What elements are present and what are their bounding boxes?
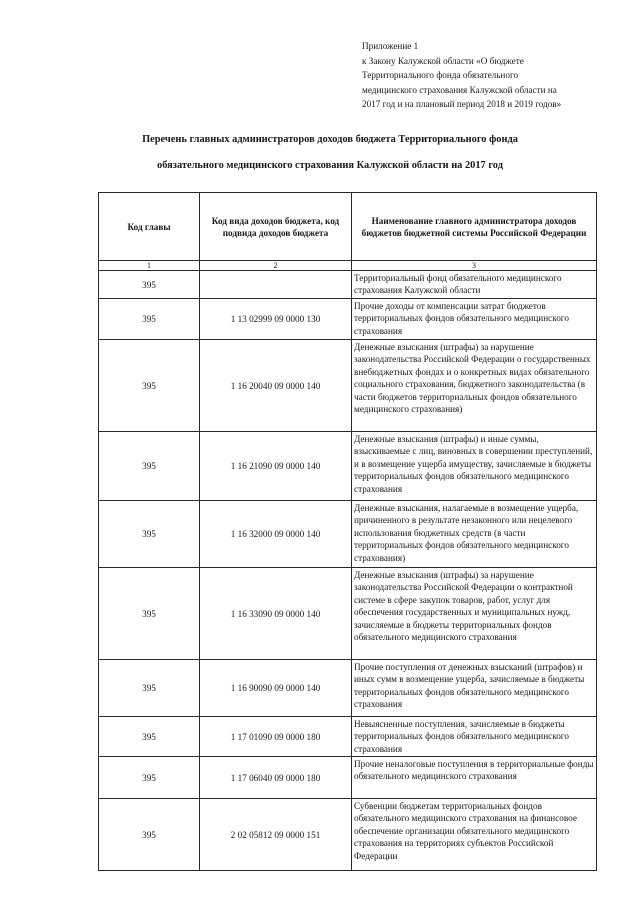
table-row bbox=[99, 799, 597, 871]
income-code-cell: 1 17 01090 09 0000 180 bbox=[200, 717, 352, 757]
head-code-cell: 395 bbox=[99, 757, 200, 799]
income-code-cell: 1 13 02999 09 0000 130 bbox=[200, 299, 352, 340]
income-code-cell: 2 02 05812 09 0000 151 bbox=[200, 799, 352, 871]
column-number-row bbox=[99, 261, 597, 271]
table-row bbox=[99, 271, 597, 299]
table-row bbox=[99, 660, 597, 717]
head-code-cell: 395 bbox=[99, 568, 200, 660]
head-code-cell: 395 bbox=[99, 799, 200, 871]
annex-line: Территориального фонда обязательного bbox=[362, 70, 519, 81]
header-administrator-name: Наименование главного администратора доходов бюджетов бюджетной системы Российской Федерации bbox=[352, 193, 597, 261]
annex-line: 2017 год и на плановый период 2018 и 2019 годов» bbox=[362, 99, 562, 110]
administrator-name-cell: Невыясненные поступления, зачисляемые в бюджеты территориальных фондов обязательного медицинского страхования bbox=[352, 717, 597, 757]
income-code-cell: 1 16 32000 09 0000 140 bbox=[200, 501, 352, 568]
annex-note bbox=[362, 39, 632, 112]
table-row bbox=[99, 340, 597, 432]
table-row bbox=[99, 757, 597, 799]
column-number: 3 bbox=[352, 261, 597, 271]
income-code-cell: 1 16 21090 09 0000 140 bbox=[200, 432, 352, 501]
table-row bbox=[99, 568, 597, 660]
income-code-cell: 1 17 06040 09 0000 180 bbox=[200, 757, 352, 799]
annex-line: Приложение 1 bbox=[362, 41, 419, 51]
table-row bbox=[99, 299, 597, 340]
income-code-cell bbox=[200, 271, 352, 299]
column-number: 1 bbox=[99, 261, 200, 271]
table-row bbox=[99, 717, 597, 757]
administrator-name-cell: Прочие неналоговые поступления в территориальные фонды обязательного медицинского страхования bbox=[352, 757, 597, 799]
administrator-name-cell: Субвенции бюджетам территориальных фондов обязательного медицинского страхования на финансовое обеспечение организации обязательного медицинского страхования на территориях субъектов Российской Федерации bbox=[352, 799, 597, 871]
administrator-name-cell: Денежные взыскания, налагаемые в возмещение ущерба, причиненного в результате незаконного или нецелевого использования бюджетных средств (в части территориальных фондов обязательного медицинского страхования) bbox=[352, 501, 597, 568]
header-income-code: Код вида доходов бюджета, код подвида доходов бюджета bbox=[200, 193, 352, 261]
head-code-cell: 395 bbox=[99, 501, 200, 568]
table-row bbox=[99, 432, 597, 501]
administrator-name-cell: Прочие доходы от компенсации затрат бюджетов территориальных фондов обязательного медицинского страхования bbox=[352, 299, 597, 340]
administrator-name-cell: Территориальный фонд обязательного медицинского страхования Калужской области bbox=[352, 271, 597, 299]
administrators-table bbox=[98, 192, 597, 871]
income-code-cell: 1 16 20040 09 0000 140 bbox=[200, 340, 352, 432]
annex-line: медицинского страхования Калужской области на bbox=[362, 84, 557, 95]
income-code-cell: 1 16 33090 09 0000 140 bbox=[200, 568, 352, 660]
head-code-cell: 395 bbox=[99, 717, 200, 757]
head-code-cell: 395 bbox=[99, 271, 200, 299]
title-line-1: Перечень главных администраторов доходов бюджета Территориального фонда bbox=[142, 134, 518, 145]
table-header-row bbox=[99, 193, 597, 261]
head-code-cell: 395 bbox=[99, 660, 200, 717]
head-code-cell: 395 bbox=[99, 340, 200, 432]
head-code-cell: 395 bbox=[99, 432, 200, 501]
title-line-2: обязательного медицинского страхования Калужской области на 2017 год bbox=[157, 160, 503, 171]
head-code-cell: 395 bbox=[99, 299, 200, 340]
administrator-name-cell: Денежные взыскания (штрафы) и иные суммы, взыскиваемые с лиц, виновных в совершении преступлений, и в возмещение ущерба имуществу, зачисляемые в бюджеты территориальных фондов обязательного медицинского страхования bbox=[352, 432, 597, 501]
annex-line: к Закону Калужской области «О бюджете bbox=[362, 55, 524, 66]
table-row bbox=[99, 501, 597, 568]
administrator-name-cell: Денежные взыскания (штрафы) за нарушение законодательства Российской Федерации о государственных внебюджетных фондах и о конкретных видах обязательного социального страхования, бюджетного законодательства (в части бюджетов территориальных фондов обязательного медицинского страхования) bbox=[352, 340, 597, 432]
income-code-cell: 1 16 90090 09 0000 140 bbox=[200, 660, 352, 717]
administrator-name-cell: Прочие поступления от денежных взысканий (штрафов) и иных сумм в возмещение ущерба, зачисляемые в бюджеты территориальных фондов обязательного медицинского страхования bbox=[352, 660, 597, 717]
header-head-code: Код главы bbox=[99, 193, 200, 261]
column-number: 2 bbox=[200, 261, 352, 271]
administrator-name-cell: Денежные взыскания (штрафы) за нарушение законодательства Российской Федерации о контрактной системе в сфере закупок товаров, работ, услуг для обеспечения государственных и муниципальных нужд, зачисляемые в бюджеты территориальных фондов обязательного медицинского страхования bbox=[352, 568, 597, 660]
